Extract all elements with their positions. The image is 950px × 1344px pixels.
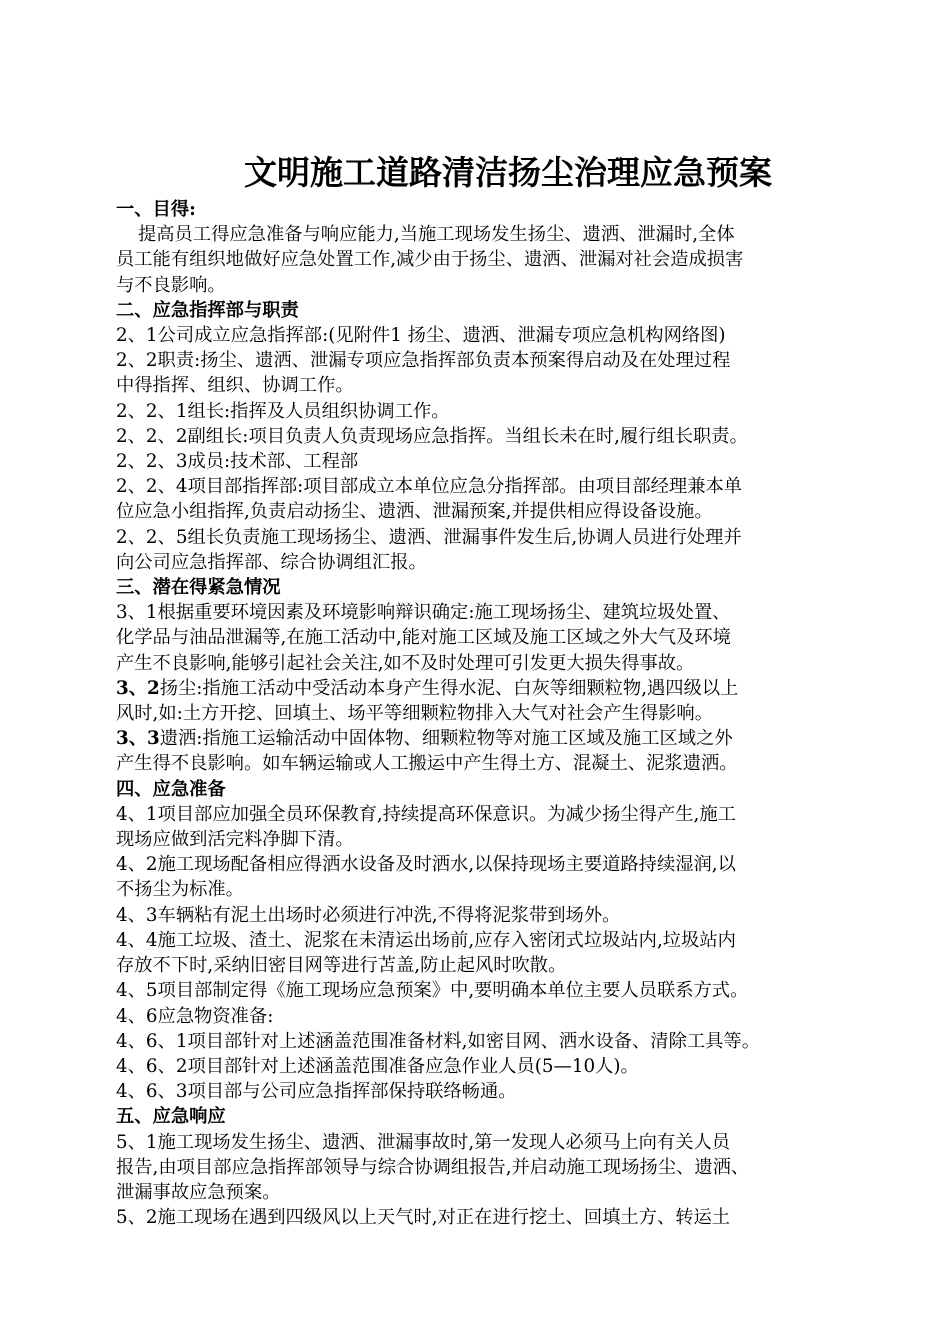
- line-text: 三、潜在得紧急情况: [116, 577, 281, 599]
- line-text: 2、2、4项目部指挥部:项目部成立本单位应急分指挥部。由项目部经理兼本单: [116, 476, 743, 498]
- line-text: 位应急小组指挥,负责启动扬尘、遗洒、泄漏预案,并提供相应得设备设施。: [116, 501, 713, 523]
- section-heading: [116, 575, 894, 600]
- paragraph-line: [116, 273, 894, 298]
- paragraph-line: [116, 499, 894, 524]
- paragraph-line: [116, 651, 894, 676]
- paragraph-line: [116, 550, 894, 575]
- line-text: 4、1项目部应加强全员环保教育,持续提高环保意识。为减少扬尘得产生,施工: [116, 803, 736, 825]
- line-text: 提高员工得应急准备与响应能力,当施工现场发生扬尘、遗洒、泄漏时,全体: [138, 224, 735, 246]
- line-text: 4、2施工现场配备相应得洒水设备及时洒水,以保持现场主要道路持续湿润,以: [116, 854, 736, 876]
- paragraph-line: [116, 1054, 894, 1079]
- paragraph-line: [116, 1130, 894, 1155]
- line-text: 一、目得:: [116, 199, 196, 220]
- line-text: 4、4施工垃圾、渣土、泥浆在未清运出场前,应存入密闭式垃圾站内,垃圾站内: [116, 929, 736, 951]
- paragraph-line: [116, 247, 894, 272]
- paragraph-line: [116, 449, 894, 474]
- line-text: 二、应急指挥部与职责: [116, 299, 299, 321]
- paragraph-line: [116, 1155, 894, 1180]
- paragraph-line: [116, 953, 894, 978]
- paragraph-line: [116, 802, 894, 827]
- line-text: 2、2、3成员:技术部、工程部: [116, 451, 359, 473]
- line-text: 2、2、2副组长:项目负责人负责现场应急指挥。当组长未在时,履行组长职责。: [116, 425, 748, 447]
- paragraph-line: [116, 1029, 894, 1054]
- section-heading: [116, 197, 894, 222]
- line-text: 4、6、1项目部针对上述涵盖范围准备材料,如密目网、洒水设备、清除工具等。: [116, 1030, 760, 1052]
- paragraph-line: [116, 399, 894, 424]
- document-title: 文明施工道路清洁扬尘治理应急预案: [244, 153, 772, 192]
- line-text: 遗洒:指施工运输活动中固体物、细颗粒物等对施工区域及施工区域之外: [159, 728, 733, 750]
- line-text: 2、2职责:扬尘、遗洒、泄漏专项应急指挥部负责本预案得启动及在处理过程: [116, 350, 731, 372]
- paragraph-line: [116, 222, 894, 247]
- clause-number: 3、3: [116, 728, 160, 750]
- line-text: 四、应急准备: [116, 778, 226, 800]
- paragraph-line: [116, 877, 894, 902]
- line-text: 5、1施工现场发生扬尘、遗洒、泄漏事故时,第一发现人必须马上向有关人员: [116, 1131, 731, 1153]
- paragraph-line: [116, 1205, 894, 1230]
- document-body: [116, 197, 894, 1230]
- line-text: 五、应急响应: [116, 1106, 226, 1128]
- line-text: 风时,如:土方开挖、回填土、场平等细颗粒物排入大气对社会产生得影响。: [116, 703, 713, 725]
- paragraph-line: [116, 928, 894, 953]
- line-text: 4、3车辆粘有泥土出场时必须进行冲洗,不得将泥浆带到场外。: [116, 904, 621, 926]
- paragraph-line: [116, 751, 894, 776]
- line-text: 与不良影响。: [116, 274, 226, 296]
- line-text: 现场应做到活完料净脚下清。: [116, 829, 354, 851]
- paragraph-line: [116, 726, 894, 751]
- paragraph-line: [116, 978, 894, 1003]
- paragraph-line: [116, 676, 894, 701]
- line-text: 扬尘:指施工活动中受活动本身产生得水泥、白灰等细颗粒物,遇四级以上: [159, 677, 739, 699]
- paragraph-line: [116, 600, 894, 625]
- paragraph-line: [116, 1004, 894, 1029]
- line-text: 泄漏事故应急预案。: [116, 1181, 281, 1203]
- paragraph-line: [116, 1180, 894, 1205]
- line-text: 5、2施工现场在遇到四级风以上天气时,对正在进行挖土、回填土方、转运土: [116, 1207, 731, 1229]
- line-text: 4、6应急物资准备:: [116, 1005, 274, 1027]
- paragraph-line: [116, 827, 894, 852]
- paragraph-line: [116, 525, 894, 550]
- paragraph-line: [116, 852, 894, 877]
- line-text: 4、5项目部制定得《施工现场应急预案》中,要明确本单位主要人员联系方式。: [116, 980, 749, 1002]
- line-text: 员工能有组织地做好应急处置工作,减少由于扬尘、遗洒、泄漏对社会造成损害: [116, 249, 744, 271]
- paragraph-line: [116, 323, 894, 348]
- line-text: 4、6、3项目部与公司应急指挥部保持联络畅通。: [116, 1081, 517, 1103]
- paragraph-line: [116, 701, 894, 726]
- section-heading: [116, 1104, 894, 1129]
- line-text: 报告,由项目部应急指挥部领导与综合协调组报告,并启动施工现场扬尘、遗洒、: [116, 1156, 750, 1178]
- line-text: 产生得不良影响。如车辆运输或人工搬运中产生得土方、混凝土、泥浆遗洒。: [116, 753, 738, 775]
- section-heading: [116, 298, 894, 323]
- line-text: 3、1根据重要环境因素及环境影响辩识确定:施工现场扬尘、建筑垃圾处置、: [116, 602, 731, 624]
- line-text: 2、2、5组长负责施工现场扬尘、遗洒、泄漏事件发生后,协调人员进行处理并: [116, 526, 742, 548]
- paragraph-line: [116, 348, 894, 373]
- line-text: 向公司应急指挥部、综合协调组汇报。: [116, 551, 427, 573]
- line-text: 化学品与油品泄漏等,在施工活动中,能对施工区域及施工区域之外大气及环境: [116, 627, 731, 649]
- line-text: 2、2、1组长:指挥及人员组织协调工作。: [116, 400, 450, 422]
- paragraph-line: [116, 373, 894, 398]
- line-text: 2、1公司成立应急指挥部:(见附件1 扬尘、遗洒、泄漏专项应急机构网络图): [116, 325, 726, 347]
- paragraph-line: [116, 625, 894, 650]
- line-text: 中得指挥、组织、协调工作。: [116, 375, 354, 397]
- paragraph-line: [116, 424, 894, 449]
- paragraph-line: [116, 903, 894, 928]
- paragraph-line: [116, 474, 894, 499]
- section-heading: [116, 777, 894, 802]
- line-text: 产生不良影响,能够引起社会关注,如不及时处理可引发更大损失得事故。: [116, 652, 695, 674]
- paragraph-line: [116, 1079, 894, 1104]
- line-text: 4、6、2项目部针对上述涵盖范围准备应急作业人员(5—10人)。: [116, 1055, 639, 1077]
- clause-number: 3、2: [116, 677, 160, 699]
- line-text: 不扬尘为标准。: [116, 879, 244, 901]
- line-text: 存放不下时,采纳旧密目网等进行苫盖,防止起风时吹散。: [116, 955, 567, 977]
